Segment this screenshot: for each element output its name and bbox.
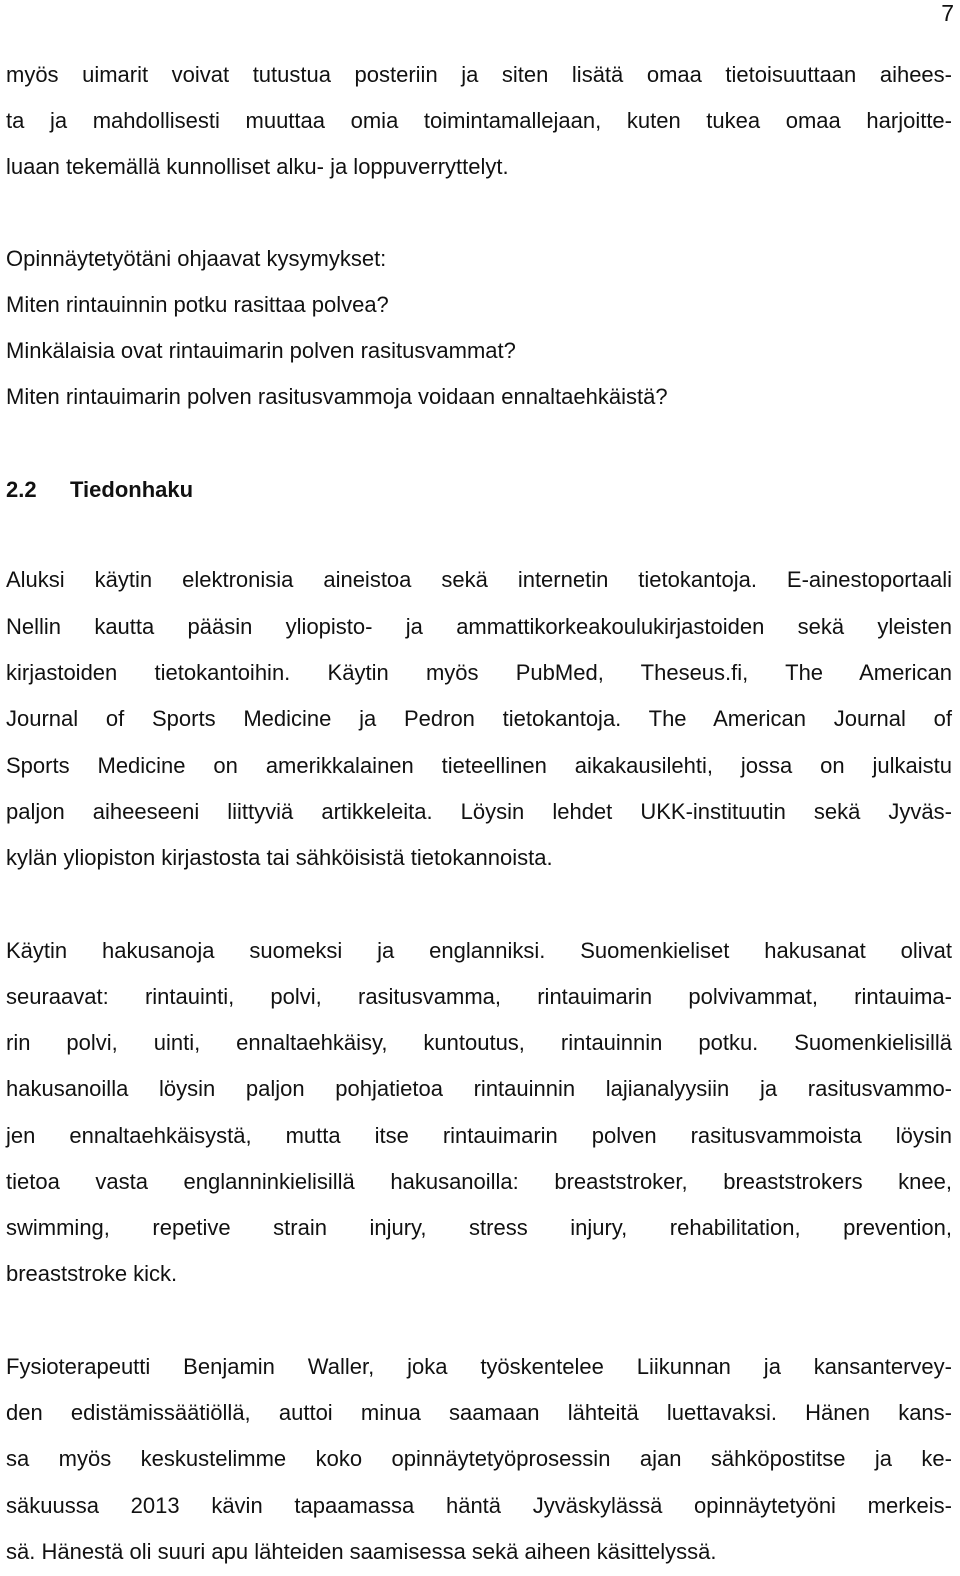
text-line: Käytin hakusanoja suomeksi ja englanniksi. Suomenkieliset hakusanat olivat (6, 938, 952, 963)
text-line: hakusanoilla löysin paljon pohjatietoa rintauinnin lajianalyysiin ja rasitusvammo- (6, 1076, 952, 1101)
text-line: rin polvi, uinti, ennaltaehkäisy, kuntoutus, rintauinnin potku. Suomenkielisillä (6, 1030, 952, 1055)
text-line: kylän yliopiston kirjastosta tai sähköisistä tietokannoista. (6, 845, 553, 870)
questions-intro: Opinnäytetyötäni ohjaavat kysymykset: (6, 246, 387, 271)
text-line: sa myös keskustelimme koko opinnäytetyöprosessin ajan sähköpostitse ja ke- (6, 1446, 952, 1471)
text-line: swimming, repetive strain injury, stress injury, rehabilitation, prevention, (6, 1215, 952, 1240)
text-line: Sports Medicine on amerikkalainen tieteellinen aikakausilehti, jossa on julkaistu (6, 753, 952, 778)
text-line: Journal of Sports Medicine ja Pedron tietokantoja. The American Journal of (6, 706, 952, 731)
text-line: kirjastoiden tietokantoihin. Käytin myös PubMed, Theseus.fi, The American (6, 660, 952, 685)
section-heading (6, 477, 193, 503)
text-line: tietoa vasta englanninkielisillä hakusanoilla: breaststroker, breaststrokers knee, (6, 1169, 952, 1194)
text-line: den edistämissäätiöllä, auttoi minua saamaan lähteitä luettavaksi. Hänen kans- (6, 1400, 952, 1425)
text-line: Fysioterapeutti Benjamin Waller, joka työskentelee Liikunnan ja kansantervey- (6, 1354, 952, 1379)
section-number: 2.2 (6, 477, 37, 502)
text-line: breaststroke kick. (6, 1261, 178, 1286)
text-line: ta ja mahdollisesti muuttaa omia toimintamallejaan, kuten tukea omaa harjoitte- (6, 108, 952, 133)
question-item: Minkälaisia ovat rintauimarin polven rasitusvammat? (6, 338, 516, 363)
text-line: seuraavat: rintauinti, polvi, rasitusvamma, rintauimarin polvivammat, rintauima- (6, 984, 952, 1009)
text-line: myös uimarit voivat tutustua posteriin ja siten lisätä omaa tietoisuuttaan aihees- (6, 62, 952, 87)
text-line: Nellin kautta pääsin yliopisto- ja ammattikorkeakoulukirjastoiden sekä yleisten (6, 614, 952, 639)
text-line: jen ennaltaehkäisystä, mutta itse rintauimarin polven rasitusvammoista löysin (6, 1123, 952, 1148)
section-title: Tiedonhaku (70, 477, 194, 502)
text-line: luaan tekemällä kunnolliset alku- ja loppuverryttelyt. (6, 154, 509, 179)
text-line: Aluksi käytin elektronisia aineistoa sekä internetin tietokantoja. E-ainestoportaali (6, 567, 952, 592)
text-line: sä. Hänestä oli suuri apu lähteiden saamisessa sekä aiheen käsittelyssä. (6, 1539, 717, 1564)
question-item: Miten rintauinnin potku rasittaa polvea? (6, 292, 389, 317)
text-line: paljon aiheeseeni liittyviä artikkeleita. Löysin lehdet UKK-instituutin sekä Jyväs- (6, 799, 952, 824)
page-number: 7 (941, 0, 954, 26)
text-line: säkuussa 2013 kävin tapaamassa häntä Jyväskylässä opinnäytetyöni merkeis- (6, 1493, 952, 1518)
question-item: Miten rintauimarin polven rasitusvammoja voidaan ennaltaehkäistä? (6, 384, 668, 409)
